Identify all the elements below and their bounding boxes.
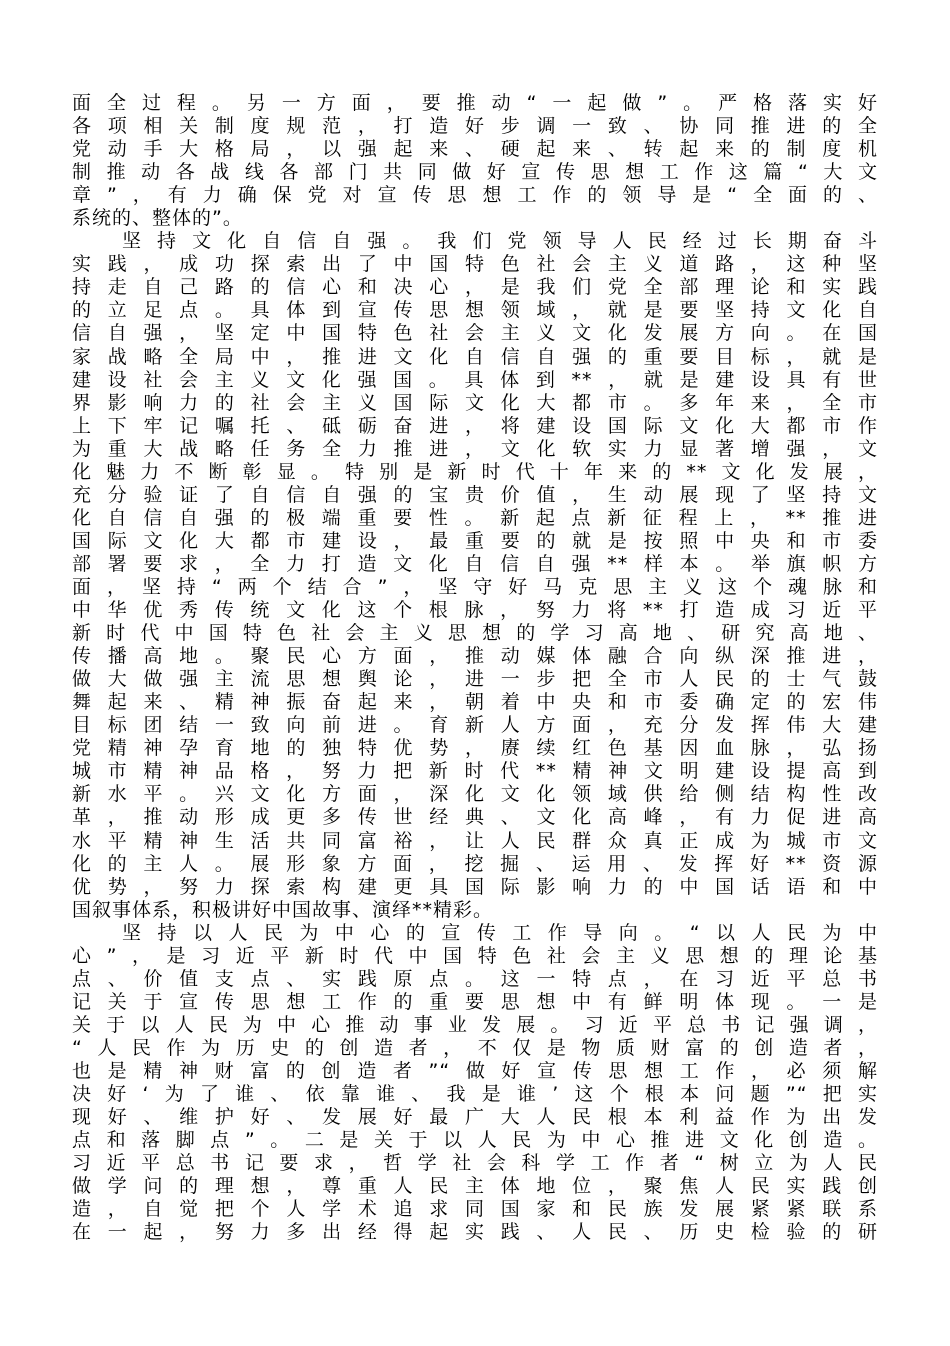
text-line: 关于以人民为中心推动事业发展。习近平总书记强调， — [72, 1013, 878, 1036]
text-line: 国叙事体系，积极讲好中国故事、演绎**精彩。 — [72, 898, 494, 921]
text-line: 各项相关制度规范，打造好步调一致、协同推进的全 — [72, 115, 878, 138]
text-line: 面全过程。另一方面，要推动“一起做”。严格落实好 — [72, 92, 878, 114]
text-line: 国际文化大都市建设，最重要的就是按照中央和市委 — [72, 529, 878, 552]
text-line: 新水平。兴文化方面，深化文化领域供给侧结构性改 — [72, 783, 878, 806]
document-body — [72, 92, 878, 1244]
text-line: 上下牢记嘱托、砥砺奋进，将建设国际文化大都市作 — [72, 414, 878, 437]
text-line: 化的主人。展形象方面，挖掘、运用、发挥好**资源 — [72, 852, 878, 875]
text-line: 为重大战略任务全力推进，文化软实力显著增强，文 — [72, 437, 878, 460]
text-line: 部署要求，全力打造文化自信自强**样本。举旗帜方 — [72, 552, 878, 575]
text-line: 制推动各战线各部门共同做好宣传思想工作这篇“大文 — [72, 161, 878, 184]
text-line: 坚持文化自信自强。我们党领导人民经过长期奋斗 — [122, 230, 878, 253]
text-line: 目标团结一致向前进。育新人方面，充分发挥伟大建 — [72, 714, 878, 737]
paragraph — [72, 92, 878, 230]
text-line: 优势，努力探索构建更具国际影响力的中国话语和中 — [72, 875, 878, 898]
text-line: 党动手大格局，以强起来、硬起来、转起来的制度机 — [72, 138, 878, 161]
text-line: 系统的、整体的”。 — [72, 207, 243, 230]
text-line: 做学问的理想，尊重人民主体地位，聚焦人民实践创 — [72, 1175, 878, 1198]
text-line: 的立足点。具体到宣传思想领域，就是要坚持文化自 — [72, 299, 878, 322]
paragraph — [72, 230, 878, 921]
text-line: 在一起，努力多出经得起实践、人民、历史检验的研 — [72, 1221, 878, 1244]
text-line: 坚持以人民为中心的宣传工作导向。“以人民为中 — [122, 921, 878, 944]
text-line: 持走自己路的信心和决心，是我们党全部理论和实践 — [72, 276, 878, 299]
text-line: 水平精神生活共同富裕，让人民群众真正成为城市文 — [72, 829, 878, 852]
text-line: 化自信自强的极端重要性。新起点新征程上，**推进 — [72, 506, 878, 529]
text-line: 实践，成功探索出了中国特色社会主义道路，这种坚 — [72, 253, 878, 276]
text-line: “人民作为历史的创造者，不仅是物质财富的创造者， — [72, 1036, 878, 1059]
text-line: 也是精神财富的创造者”“做好宣传思想工作，必须解 — [72, 1059, 878, 1082]
text-line: 党精神孕育地的独特优势，赓续红色基因血脉，弘扬 — [72, 737, 878, 760]
text-line: 章”，有力确保党对宣传思想工作的领导是“全面的、 — [72, 184, 878, 207]
text-line: 舞起来、精神振奋起来，朝着中央和市委确定的宏伟 — [72, 691, 878, 714]
text-line: 造，自觉把个人学术追求同国家和民族发展紧紧联系 — [72, 1198, 878, 1221]
text-line: 决好‘为了谁、依靠谁、我是谁’这个根本问题”“把实 — [72, 1083, 878, 1106]
text-line: 家战略全局中，推进文化自信自强的重要目标，就是 — [72, 345, 878, 368]
text-line: 现好、维护好、发展好最广大人民根本利益作为出发 — [72, 1106, 878, 1129]
text-line: 记关于宣传思想工作的重要思想中有鲜明体现。一是 — [72, 990, 878, 1013]
text-line: 点和落脚点”。二是关于以人民为中心推进文化创造。 — [72, 1129, 878, 1152]
text-line: 中华优秀传统文化这个根脉，努力将**打造成习近平 — [72, 599, 878, 622]
text-line: 心”，是习近平新时代中国特色社会主义思想的理论基 — [72, 944, 878, 967]
text-line: 建设社会主义文化强国。具体到**，就是建设具有世 — [72, 368, 878, 391]
text-line: 化魅力不断彰显。特别是新时代十年来的**文化发展， — [72, 460, 878, 483]
text-line: 传播高地。聚民心方面，推动媒体融合向纵深推进， — [72, 645, 878, 668]
paragraph — [72, 922, 878, 1245]
text-line: 新时代中国特色社会主义思想的学习高地、研究高地、 — [72, 622, 878, 645]
text-line: 习近平总书记要求，哲学社会科学工作者“树立为人民 — [72, 1152, 878, 1175]
text-line: 界影响力的社会主义国际文化大都市。多年来，全市 — [72, 391, 878, 414]
text-line: 革，推动形成更多传世经典、文化高峰，有力促进高 — [72, 806, 878, 829]
text-line: 信自强，坚定中国特色社会主义文化发展方向。在国 — [72, 322, 878, 345]
text-line: 面，坚持“两个结合”，坚守好马克思主义这个魂脉和 — [72, 575, 878, 598]
text-line: 城市精神品格，努力把新时代**精神文明建设提高到 — [72, 760, 878, 783]
text-line: 点、价值支点、实践原点。这一特点，在习近平总书 — [72, 967, 878, 990]
text-line: 充分验证了自信自强的宝贵价值，生动展现了坚持文 — [72, 483, 878, 506]
text-line: 做大做强主流思想舆论，进一步把全市人民的士气鼓 — [72, 668, 878, 691]
